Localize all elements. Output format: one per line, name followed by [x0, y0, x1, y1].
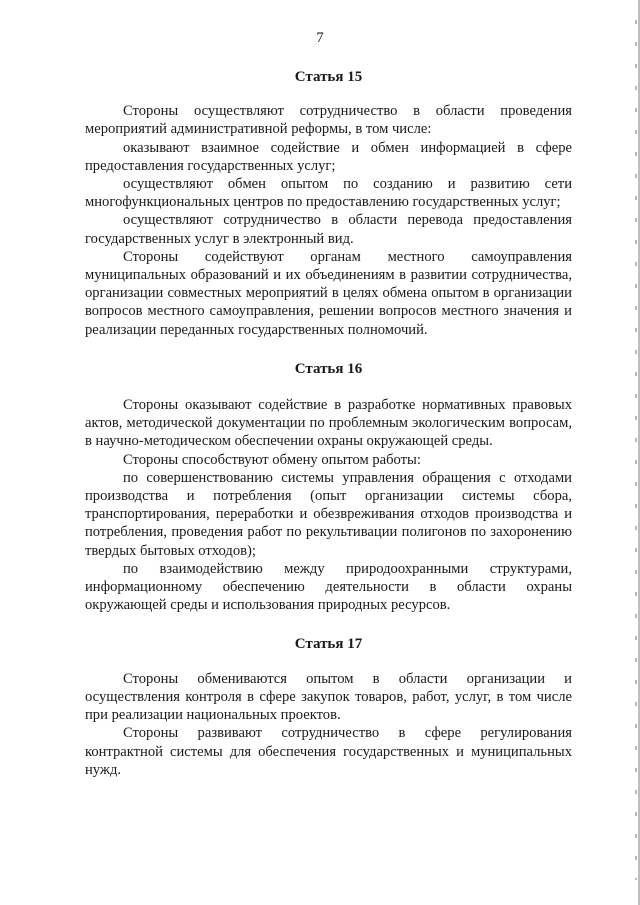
article-paragraph: Стороны развивают сотрудничество в сфере регулирования контрактной системы для обеспечения государственных и муниципальных нужд. [85, 725, 572, 778]
article-paragraph: Стороны обмениваются опытом в области организации и осуществления контроля в сфере закупок товаров, работ, услуг, в том числе при реализации национальных проектов. [85, 670, 572, 724]
article-15 [85, 68, 572, 339]
page-number: 7 [316, 30, 324, 46]
document-body [85, 68, 572, 779]
article-heading: Статья 15 [294, 69, 363, 85]
article-17 [85, 635, 572, 778]
article-paragraph: Стороны оказывают содействие в разработке нормативных правовых актов, методической документации по проблемным экологическим вопросам, в научно-методическом обеспечении охраны окружающей среды. [85, 397, 572, 450]
article-paragraph: осуществляют обмен опытом по созданию и развитию сети многофункциональных центров по предоставлению государственных услуг; [85, 176, 572, 211]
article-paragraph: по совершенствованию системы управления обращения с отходами производства и потребления (опыт организации системы сбора, транспортирования, переработки и обезвреживания отходов производства и потребления, проведения работ по рекультивации полигонов по захоронению твердых бытовых отходов); [85, 469, 572, 559]
article-paragraph: осуществляют сотрудничество в области перевода предоставления государственных услуг в электронный вид. [85, 212, 572, 247]
article-heading: Статья 17 [294, 636, 363, 653]
article-heading: Статья 16 [294, 360, 363, 377]
article-paragraph: Стороны осуществляют сотрудничество в области проведения мероприятий административной реформы, в том числе: [85, 103, 572, 138]
article-paragraph: оказывают взаимное содействие и обмен информацией в сфере предоставления государственных услуг; [85, 139, 572, 174]
scan-edge-marks [635, 20, 637, 880]
article-paragraph: Стороны содействуют органам местного самоуправления муниципальных образований и их объединениям в развитии сотрудничества, организации совместных мероприятий в целях обмена опытом в организации вопросов местного самоуправления, решении вопросов местного значения и реализации переданных государственных полномочий. [85, 248, 572, 338]
article-16 [85, 360, 572, 615]
article-paragraph: по взаимодействию между природоохранными структурами, информационному обеспечению деятельности в области охраны окружающей среды и использования природных ресурсов. [85, 560, 572, 614]
article-paragraph: Стороны способствуют обмену опытом работы: [123, 451, 421, 468]
